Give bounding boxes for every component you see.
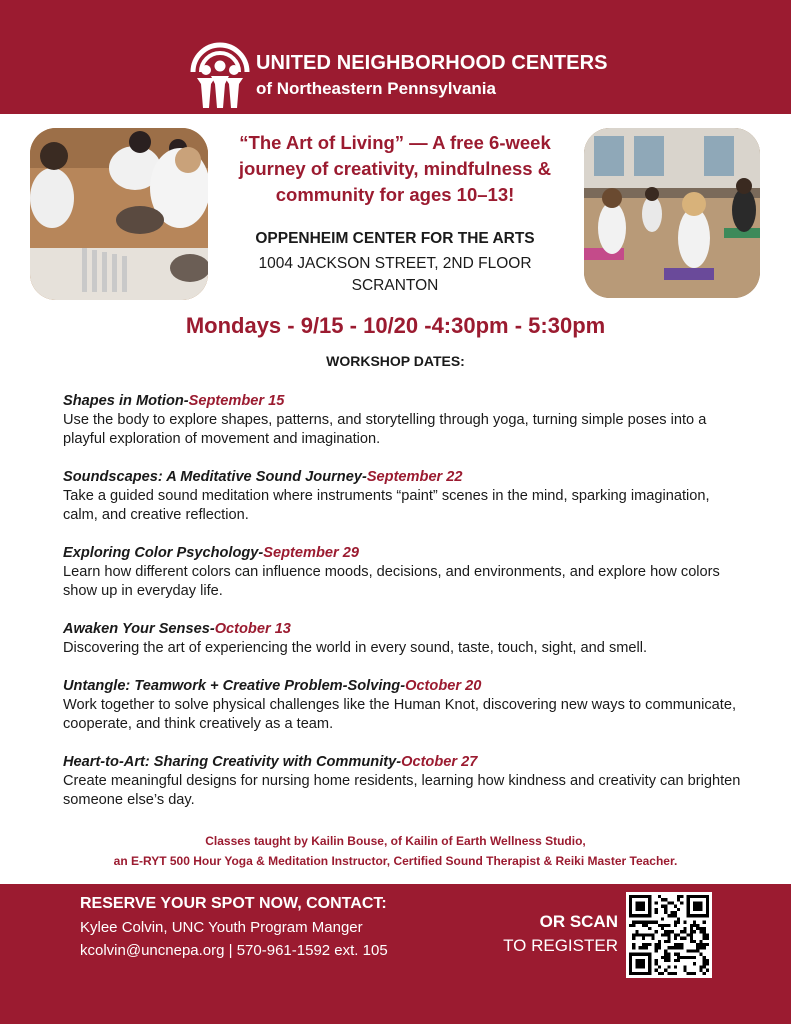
venue-address-line-2: SCRANTON xyxy=(351,277,439,294)
workshop-description: Take a guided sound meditation where instruments “paint” scenes in the mind, sparking imagination, calm, and creative reflection. xyxy=(63,488,710,523)
workshop-description: Use the body to explore shapes, patterns, and storytelling through yoga, turning simple poses into a playful exploration of movement and imagination. xyxy=(63,412,707,447)
instructor-line-1: Classes taught by Kailin Bouse, of Kailin of Earth Wellness Studio, xyxy=(205,834,586,848)
workshop-title: Untangle: Teamwork + Creative Problem-Solving- xyxy=(63,678,406,694)
workshop-date: September 15 xyxy=(188,393,285,409)
register-label: TO REGISTER xyxy=(503,936,618,955)
workshop-title: Heart-to-Art: Sharing Creativity with Community- xyxy=(63,754,402,770)
workshop-title: Soundscapes: A Meditative Sound Journey- xyxy=(63,469,367,485)
contact-name: Kylee Colvin, UNC Youth Program Manger xyxy=(80,919,363,936)
workshop-item xyxy=(63,468,743,525)
photo-kids-sound-instruments xyxy=(30,128,208,300)
workshop-item xyxy=(63,392,743,449)
instructor-credit xyxy=(0,831,791,871)
workshop-description: Work together to solve physical challenges like the Human Knot, discovering new ways to communicate, cooperate, and think creatively as a team. xyxy=(63,697,736,732)
org-name: UNITED NEIGHBORHOOD CENTERS xyxy=(256,52,608,74)
reserve-heading: RESERVE YOUR SPOT NOW, CONTACT: xyxy=(80,895,387,912)
event-headline xyxy=(220,130,570,208)
org-subtitle: of Northeastern Pennsylvania xyxy=(256,79,496,98)
workshop-description: Learn how different colors can influence moods, decisions, and environments, and explore how colors show up in everyday life. xyxy=(63,564,720,599)
headline-line-3: community for ages 10–13! xyxy=(275,184,515,205)
workshop-item xyxy=(63,620,743,658)
instructor-line-2: an E-RYT 500 Hour Yoga & Meditation Instructor, Certified Sound Therapist & Reiki Master Teacher. xyxy=(113,854,678,868)
venue-name: OPPENHEIM CENTER FOR THE ARTS xyxy=(255,230,535,247)
workshop-description: Create meaningful designs for nursing home residents, learning how kindness and creativity can brighten someone else’s day. xyxy=(63,773,741,808)
workshop-dates-heading: WORKSHOP DATES: xyxy=(326,353,465,369)
workshop-date: October 20 xyxy=(405,678,482,694)
scan-label: OR SCAN xyxy=(539,912,618,931)
workshop-date: October 13 xyxy=(214,621,291,637)
contact-email-phone[interactable]: kcolvin@uncnepa.org | 570-961-1592 ext. 105 xyxy=(80,942,388,959)
venue-address xyxy=(220,253,570,297)
workshop-title: Awaken Your Senses- xyxy=(63,621,215,637)
workshop-item xyxy=(63,544,743,601)
workshop-date: October 27 xyxy=(401,754,478,770)
workshop-description: Discovering the art of experiencing the world in every sound, taste, touch, sight, and smell. xyxy=(63,640,648,656)
header-band xyxy=(0,0,791,114)
workshop-title: Exploring Color Psychology- xyxy=(63,545,264,561)
unc-arch-family-logo-icon xyxy=(189,38,251,110)
schedule-banner: Mondays - 9/15 - 10/20 -4:30pm - 5:30pm xyxy=(185,313,606,338)
workshop-title: Shapes in Motion- xyxy=(63,393,189,409)
workshop-date: September 22 xyxy=(366,469,463,485)
footer-band xyxy=(0,884,791,1024)
workshop-item xyxy=(63,753,743,810)
photo-kids-yoga xyxy=(584,128,760,298)
workshop-item xyxy=(63,677,743,734)
headline-line-2: journey of creativity, mindfulness & xyxy=(238,158,552,179)
headline-line-1: “The Art of Living” — A free 6-week xyxy=(239,132,551,153)
venue-address-line-1: 1004 JACKSON STREET, 2ND FLOOR xyxy=(258,255,532,272)
qr-code-icon[interactable] xyxy=(626,892,712,978)
workshop-date: September 29 xyxy=(263,545,359,561)
workshop-list xyxy=(63,392,743,829)
